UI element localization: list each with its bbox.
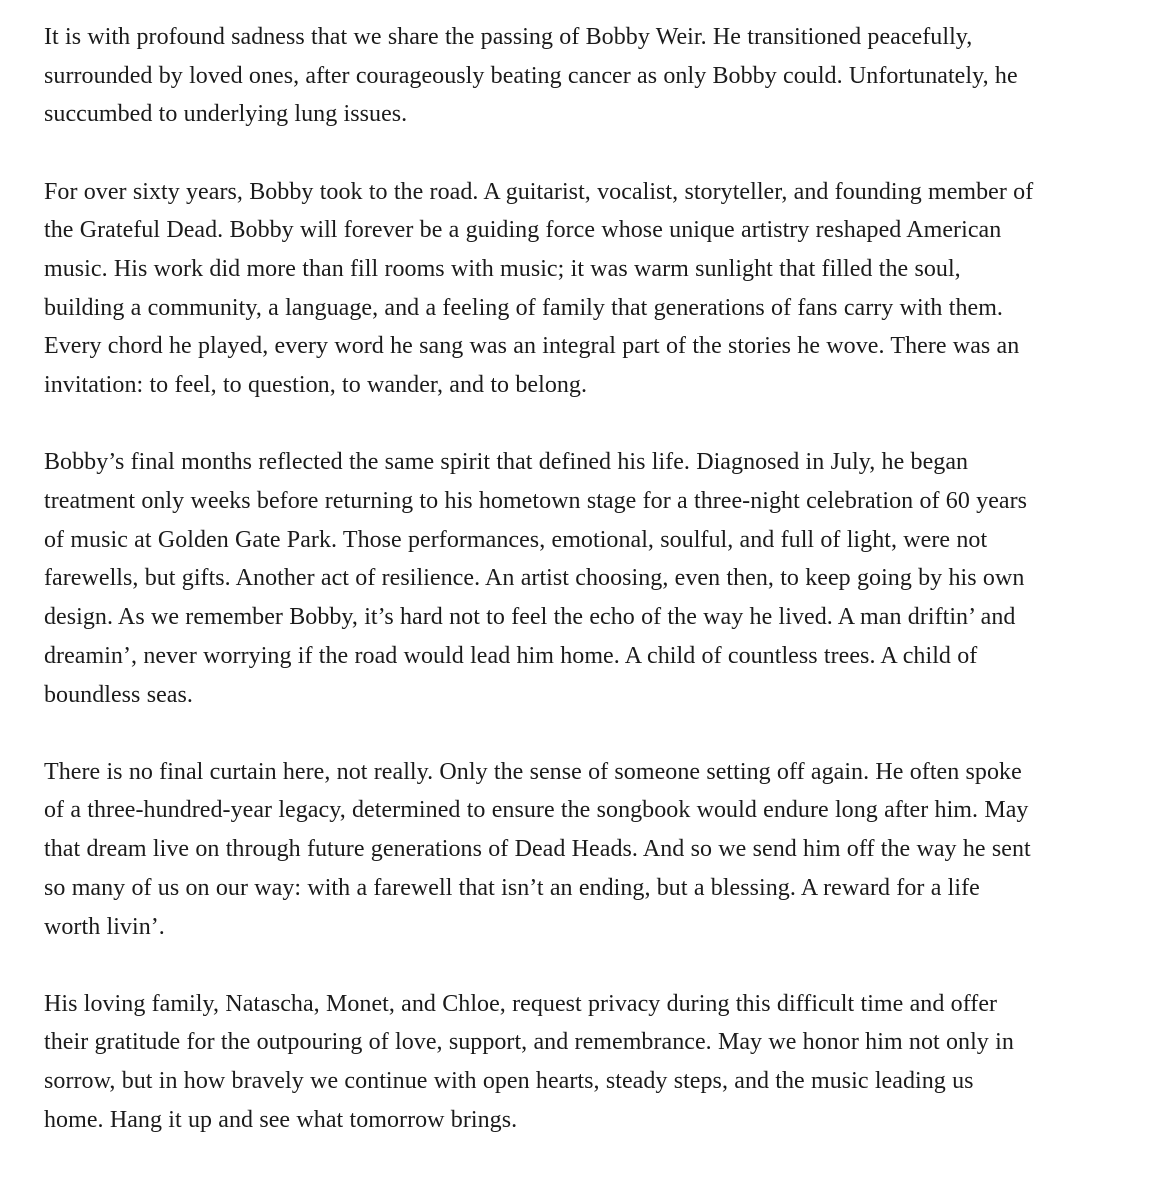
paragraph-final-months: Bobby’s final months reflected the same spirit that defined his life. Diagnosed in July, he began treatment only weeks before returning to his hometown stage for a three-night celebration of 60 years of music at Golden Gate Park. Those performances, emotional, soulful, and full of light, were not farewells, but gifts. Another act of resilience. An artist choosing, even then, to keep going by his own design. As we remember Bobby, it’s hard not to feel the echo of the way he lived. A man driftin’ and dreamin’, never worrying if the road would lead him home. A child of countless trees. A child of boundless seas. <box>44 449 1028 708</box>
paragraph-career-legacy: For over sixty years, Bobby took to the road. A guitarist, vocalist, storyteller, and founding member of the Grateful Dead. Bobby will forever be a guiding force whose unique artistry reshaped American music. His work did more than fill rooms with music; it was warm sunlight that filled the soul, building a community, a language, and a feeling of family that generations of fans carry with them. Every chord he played, every word he sang was an integral part of the stories he wove. There was an invitation: to feel, to question, to wander, and to belong. <box>44 178 1034 399</box>
paragraph-family-request: His loving family, Natascha, Monet, and Chloe, request privacy during this difficult time and offer their gratitude for the outpouring of love, support, and remembrance. May we honor him not only in sorrow, but in how bravely we continue with open hearts, steady steps, and the music leading us home. Hang it up and see what tomorrow brings. <box>44 990 1014 1133</box>
article-body <box>44 18 1034 1140</box>
paragraph-passing-announcement: It is with profound sadness that we share the passing of Bobby Weir. He transitioned peacefully, surrounded by loved ones, after courageously beating cancer as only Bobby could. Unfortunately, he succumbed to underlying lung issues. <box>44 24 1018 128</box>
paragraph-farewell: There is no final curtain here, not really. Only the sense of someone setting off again. He often spoke of a three-hundred-year legacy, determined to ensure the songbook would endure long after him. May that dream live on through future generations of Dead Heads. And so we send him off the way he sent so many of us on our way: with a farewell that isn’t an ending, but a blessing. A reward for a life worth livin’. <box>44 758 1031 940</box>
